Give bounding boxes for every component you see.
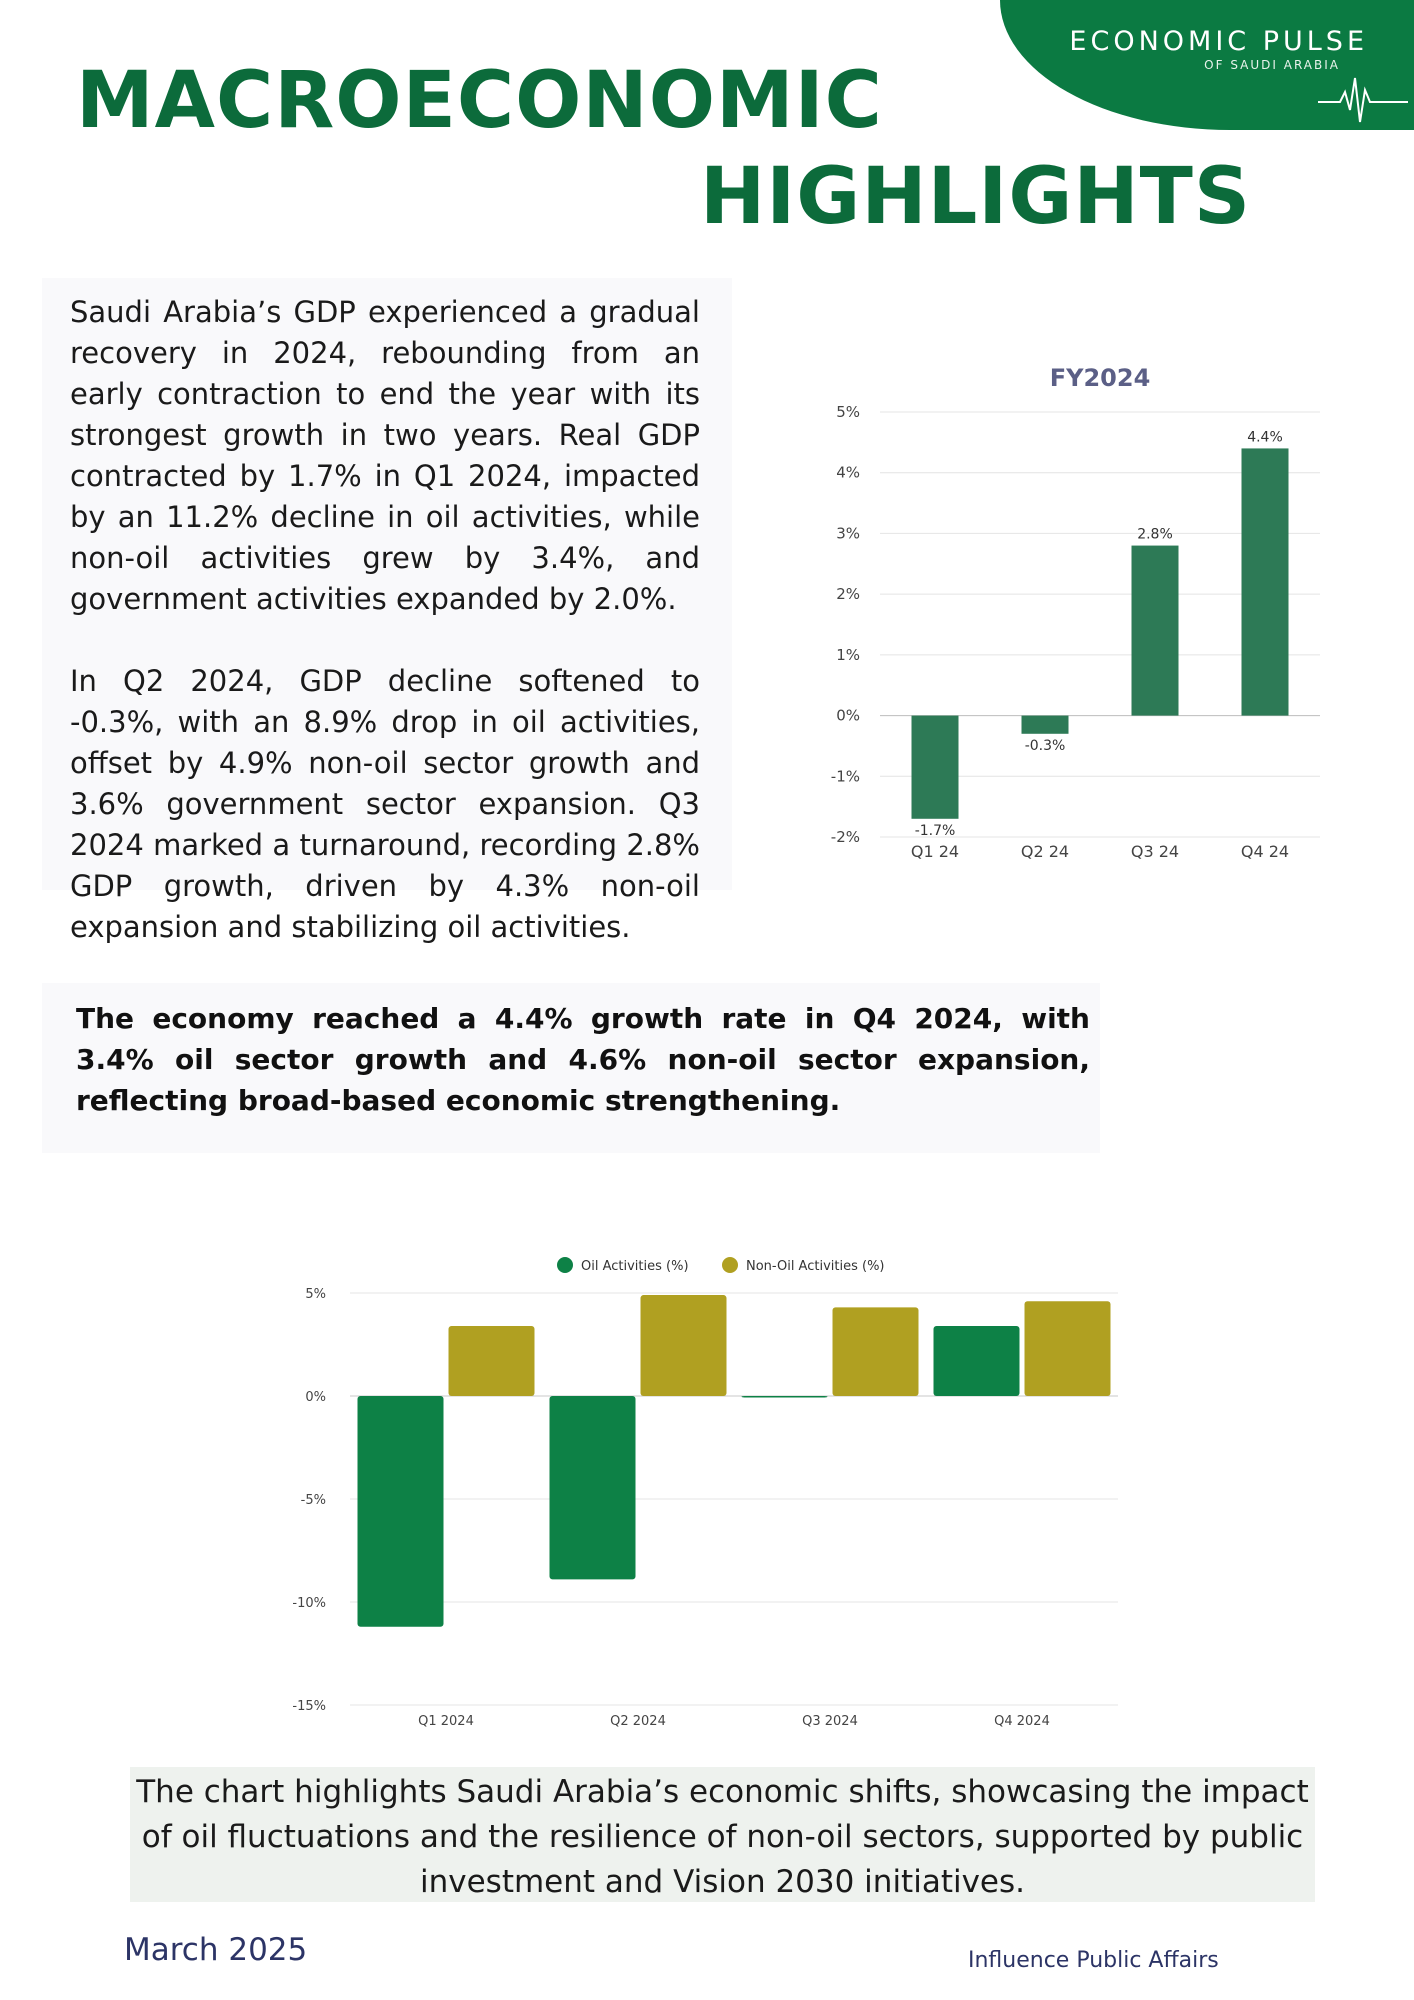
y-tick-label: -5%	[300, 1493, 326, 1508]
oil-bar	[742, 1396, 828, 1398]
brand-name: ECONOMIC PULSE	[1069, 26, 1368, 57]
paragraph-2: In Q2 2024, GDP decline softened to -0.3%, with an 8.9% drop in oil activities, offset by 4.9% non-oil sector growth and 3.6% government sector expansion. Q3 2024 marked a turnaround, recording 2.8% GDP growth, driven by 4.3% non-oil expansion and stabilizing oil activities.	[70, 664, 700, 944]
footer-date: March 2025	[124, 1932, 308, 1968]
x-tick-label: Q3 2024	[802, 1714, 858, 1729]
oil-bar	[358, 1396, 444, 1627]
x-tick-label: Q3 24	[1130, 842, 1180, 861]
y-tick-label: 5%	[836, 403, 860, 421]
y-tick-label: 0%	[836, 706, 860, 725]
bar-value-label: 4.4%	[1247, 429, 1283, 446]
x-tick-label: Q4 24	[1240, 842, 1290, 861]
oil-bar	[934, 1326, 1020, 1396]
y-tick-label: -15%	[292, 1699, 326, 1714]
y-tick-label: 1%	[836, 645, 860, 664]
y-tick-label: -10%	[292, 1596, 326, 1611]
body-copy	[70, 292, 700, 989]
highlight-text: The economy reached a 4.4% growth rate in Q4 2024, with 3.4% oil sector growth and 4.6% non-oil sector expansion, reflecting broad-based economic strengthening.	[76, 1002, 1090, 1117]
paragraph-1: Saudi Arabia’s GDP experienced a gradual recovery in 2024, rebounding from an early contraction to end the year with its strongest growth in two years. Real GDP contracted by 1.7% in Q1 2024, impacted by an 11.2% decline in oil activities, while non-oil activities grew by 3.4%, and government activities expanded by 2.0%.	[70, 295, 700, 616]
y-tick-label: 3%	[836, 524, 860, 543]
y-tick-label: 5%	[305, 1287, 326, 1302]
page-title-line2: HIGHLIGHTS	[700, 152, 1252, 242]
non-oil-bar	[641, 1295, 727, 1396]
legend-marker	[722, 1257, 738, 1273]
summary-text: The chart highlights Saudi Arabia’s economic shifts, showcasing the impact of oil fluctuations and the resilience of non-oil sectors, supported by public investment and Vision 2030 initiatives.	[136, 1774, 1309, 1900]
y-tick-label: 4%	[836, 463, 860, 482]
oil-nonoil-chart	[290, 1245, 1150, 1735]
x-tick-label: Q4 2024	[994, 1714, 1050, 1729]
x-tick-label: Q1 24	[910, 842, 960, 861]
gdp-bar	[912, 716, 959, 819]
x-tick-label: Q1 2024	[418, 1714, 474, 1729]
y-tick-label: -1%	[830, 767, 860, 786]
chart-title: FY2024	[1049, 364, 1151, 392]
y-tick-label: 0%	[305, 1390, 326, 1405]
non-oil-bar	[449, 1326, 535, 1396]
gdp-bar	[1242, 448, 1289, 715]
bar-value-label: -0.3%	[1024, 737, 1066, 754]
legend-label: Non-Oil Activities (%)	[746, 1259, 885, 1274]
x-tick-label: Q2 2024	[610, 1714, 666, 1729]
y-tick-label: -2%	[830, 828, 860, 846]
fy2024-gdp-chart	[820, 355, 1340, 875]
legend-marker	[557, 1257, 573, 1273]
x-tick-label: Q2 24	[1020, 842, 1070, 861]
brand-banner	[1000, 0, 1414, 130]
heartbeat-icon	[1318, 70, 1408, 128]
oil-bar	[550, 1396, 636, 1579]
non-oil-bar	[1025, 1301, 1111, 1396]
bar-value-label: -1.7%	[914, 822, 956, 839]
gdp-bar	[1022, 716, 1069, 734]
footer-org: Influence Public Affairs	[968, 1948, 1219, 1973]
page-title-line1: MACROECONOMIC	[76, 56, 883, 146]
y-tick-label: 2%	[836, 585, 860, 604]
legend-label: Oil Activities (%)	[581, 1259, 689, 1274]
gdp-bar	[1132, 546, 1179, 716]
brand-subtitle: OF SAUDI ARABIA	[1204, 58, 1340, 72]
non-oil-bar	[833, 1307, 919, 1396]
bar-value-label: 2.8%	[1137, 526, 1173, 543]
